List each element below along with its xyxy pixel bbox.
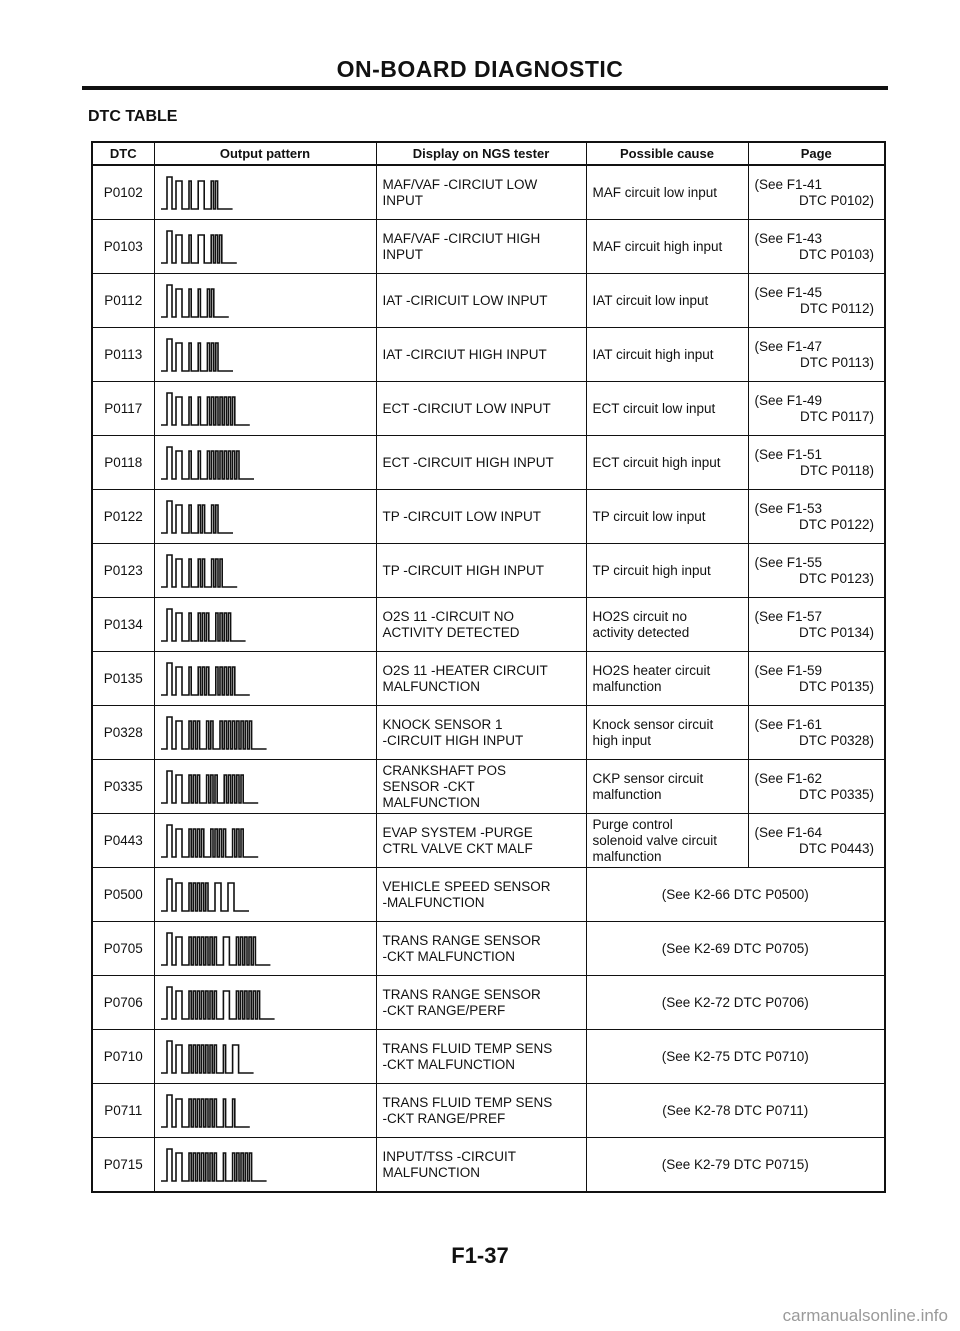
page-line: DTC P0102) [798,192,874,208]
cause-line: MAF circuit high input [592,238,723,254]
cause-line: HO2S heater circuit [592,662,711,678]
cause-line: solenoid valve circuit [592,832,718,848]
pattern-pulse-train [161,1041,254,1073]
table-row [92,814,885,868]
dtc-code: P0705 [92,922,154,976]
display-line: INPUT/TSS -CIRCUIT [382,1148,516,1164]
output-pattern-cell [154,814,376,868]
output-pattern-waveform [161,549,361,593]
page-reference [748,220,885,274]
pattern-pulse-train [161,339,233,371]
display-line: IAT -CIRCIUT HIGH INPUT [382,346,547,362]
table-row [92,382,885,436]
display-line: -CKT RANGE/PERF [382,1002,506,1018]
page-reference [748,165,885,220]
possible-cause [586,706,748,760]
display-line: MALFUNCTION [382,794,480,810]
display-line: CTRL VALVE CKT MALF [382,840,533,856]
output-pattern-waveform [161,171,361,215]
page-reference: (See K2-69 DTC P0705) [586,922,885,976]
cause-line: high input [592,732,652,748]
display-line: MAF/VAF -CIRCIUT LOW [382,176,538,192]
possible-cause [586,814,748,868]
pattern-pulse-train [161,609,246,641]
pattern-pulse-train [161,987,275,1019]
possible-cause [586,382,748,436]
page-line: DTC P0117) [799,408,874,424]
dtc-code: P0711 [92,1084,154,1138]
output-pattern-waveform [161,225,361,269]
dtc-code: P0134 [92,598,154,652]
page-reference [748,760,885,814]
page-line: DTC P0328) [798,732,874,748]
cause-line: HO2S circuit no [592,608,688,624]
display-line: KNOCK SENSOR 1 [382,716,503,732]
table-row [92,976,885,1030]
page-reference [748,436,885,490]
pattern-pulse-train [161,393,250,425]
pattern-pulse-train [161,771,258,803]
table-row [92,274,885,328]
output-pattern-waveform [161,711,361,755]
possible-cause [586,328,748,382]
page-reference [748,328,885,382]
dtc-code: P0500 [92,868,154,922]
table-row [92,436,885,490]
display-line: -MALFUNCTION [382,894,485,910]
display-text [376,165,586,220]
output-pattern-waveform [161,387,361,431]
cause-line: IAT circuit high input [592,346,714,362]
output-pattern-waveform [161,657,361,701]
display-text [376,436,586,490]
output-pattern-cell [154,1030,376,1084]
display-line: TP -CIRCUIT LOW INPUT [382,508,542,524]
page-reference [748,598,885,652]
table-row [92,544,885,598]
page-line: DTC P0134) [798,624,874,640]
display-text [376,706,586,760]
display-text [376,814,586,868]
page-reference [748,490,885,544]
display-line: INPUT [382,192,423,208]
page-title: ON-BOARD DIAGNOSTIC [336,56,624,82]
page-line: (See F1-51 [754,446,823,462]
cause-line: ECT circuit high input [592,454,721,470]
table-row [92,1030,885,1084]
display-line: VEHICLE SPEED SENSOR [382,878,551,894]
cause-line: MAF circuit low input [592,184,718,200]
header-page: Page [748,142,885,165]
page-line: DTC P0335) [798,786,874,802]
display-text [376,652,586,706]
output-pattern-cell [154,868,376,922]
possible-cause [586,760,748,814]
header-row [92,142,885,165]
cause-line: TP circuit low input [592,508,706,524]
display-line: O2S 11 -CIRCUIT NO [382,608,515,624]
possible-cause [586,436,748,490]
cause-line: activity detected [592,624,690,640]
table-row [92,706,885,760]
output-pattern-waveform [161,1035,361,1079]
display-text [376,868,586,922]
possible-cause [586,274,748,328]
cause-line: malfunction [592,848,662,864]
table-row [92,1138,885,1193]
page-line: (See F1-59 [754,662,823,678]
page-line: (See F1-64 [754,824,823,840]
cause-line: Knock sensor circuit [592,716,714,732]
pattern-pulse-train [161,1095,250,1127]
page-reference [748,652,885,706]
display-line: MAF/VAF -CIRCIUT HIGH [382,230,541,246]
page-line: (See F1-53 [754,500,823,516]
pattern-pulse-train [161,447,254,479]
possible-cause [586,165,748,220]
output-pattern-cell [154,274,376,328]
display-line: TP -CIRCUIT HIGH INPUT [382,562,545,578]
display-line: TRANS FLUID TEMP SENS [382,1094,553,1110]
section-title: DTC TABLE [88,108,178,125]
display-text [376,1030,586,1084]
display-line: INPUT [382,246,423,262]
table-row [92,922,885,976]
table-row [92,220,885,274]
page-reference [748,814,885,868]
pattern-pulse-train [161,933,270,965]
page-reference [748,544,885,598]
page-line: DTC P0443) [798,840,874,856]
output-pattern-cell [154,220,376,274]
output-pattern-cell [154,760,376,814]
display-text [376,1138,586,1193]
dtc-code: P0103 [92,220,154,274]
dtc-code: P0118 [92,436,154,490]
output-pattern-waveform [161,603,361,647]
output-pattern-cell [154,652,376,706]
output-pattern-cell [154,490,376,544]
output-pattern-waveform [161,819,361,863]
possible-cause [586,652,748,706]
display-text [376,922,586,976]
output-pattern-cell [154,706,376,760]
table-row [92,165,885,220]
display-line: TRANS RANGE SENSOR [382,986,541,1002]
page-reference: (See K2-66 DTC P0500) [586,868,885,922]
table-row [92,598,885,652]
display-text [376,1084,586,1138]
possible-cause [586,220,748,274]
dtc-code: P0715 [92,1138,154,1193]
display-line: ECT -CIRCIUT LOW INPUT [382,400,551,416]
header-display: Display on NGS tester [376,142,586,165]
dtc-code: P0328 [92,706,154,760]
pattern-pulse-train [161,879,249,911]
cause-line: malfunction [592,786,662,802]
page-reference [748,382,885,436]
output-pattern-cell [154,382,376,436]
display-text [376,544,586,598]
header-possible-cause: Possible cause [586,142,748,165]
output-pattern-cell [154,976,376,1030]
cause-line: malfunction [592,678,662,694]
page-reference: (See K2-78 DTC P0711) [586,1084,885,1138]
cause-line: ECT circuit low input [592,400,716,416]
page-line: DTC P0118) [799,462,874,478]
dtc-code: P0102 [92,165,154,220]
dtc-code: P0123 [92,544,154,598]
page-reference: (See K2-72 DTC P0706) [586,976,885,1030]
display-text [376,328,586,382]
page-line: DTC P0103) [798,246,874,262]
page-number: F1-37 [451,1243,509,1268]
display-text [376,220,586,274]
output-pattern-waveform [161,873,361,917]
table-row [92,490,885,544]
display-line: -CKT MALFUNCTION [382,948,516,964]
page-line: (See F1-49 [754,392,823,408]
pattern-pulse-train [161,555,237,587]
output-pattern-waveform [161,441,361,485]
table-row [92,328,885,382]
output-pattern-waveform [161,333,361,377]
page-line: DTC P0135) [798,678,874,694]
page-reference [748,706,885,760]
display-line: SENSOR -CKT [382,778,475,794]
output-pattern-waveform [161,927,361,971]
display-line: TRANS RANGE SENSOR [382,932,541,948]
page-line: DTC P0123) [798,570,874,586]
dtc-code: P0113 [92,328,154,382]
output-pattern-waveform [161,981,361,1025]
pattern-pulse-train [161,231,237,263]
output-pattern-cell [154,328,376,382]
page-line: (See F1-45 [754,284,823,300]
dtc-code: P0706 [92,976,154,1030]
pattern-pulse-train [161,177,233,209]
page-line: DTC P0122) [798,516,874,532]
dtc-code: P0710 [92,1030,154,1084]
page-line: (See F1-61 [754,716,823,732]
page-line: (See F1-57 [754,608,823,624]
display-line: -CKT RANGE/PREF [382,1110,506,1126]
output-pattern-waveform [161,279,361,323]
cause-line: IAT circuit low input [592,292,709,308]
output-pattern-cell [154,544,376,598]
dtc-code: P0117 [92,382,154,436]
display-text [376,760,586,814]
display-line: ACTIVITY DETECTED [382,624,520,640]
display-line: -CKT MALFUNCTION [382,1056,516,1072]
dtc-code: P0112 [92,274,154,328]
dtc-code: P0135 [92,652,154,706]
page-reference: (See K2-75 DTC P0710) [586,1030,885,1084]
output-pattern-cell [154,1084,376,1138]
output-pattern-cell [154,165,376,220]
title-rule [82,86,888,90]
display-line: -CIRCUIT HIGH INPUT [382,732,524,748]
pattern-pulse-train [161,663,250,695]
output-pattern-cell [154,598,376,652]
display-line: ECT -CIRCUIT HIGH INPUT [382,454,554,470]
output-pattern-cell [154,436,376,490]
pattern-pulse-train [161,717,267,749]
possible-cause [586,490,748,544]
pattern-pulse-train [161,825,258,857]
dtc-code: P0122 [92,490,154,544]
output-pattern-waveform [161,765,361,809]
page-line: (See F1-62 [754,770,823,786]
output-pattern-waveform [161,1089,361,1133]
page-line: DTC P0113) [799,354,874,370]
page-reference [748,274,885,328]
output-pattern-waveform [161,495,361,539]
display-line: O2S 11 -HEATER CIRCUIT [382,662,548,678]
display-text [376,598,586,652]
display-line: CRANKSHAFT POS [382,762,507,778]
output-pattern-cell [154,922,376,976]
output-pattern-waveform [161,1143,361,1187]
table-row [92,760,885,814]
watermark: carmanualsonline.info [782,1306,948,1325]
page-line: (See F1-43 [754,230,823,246]
output-pattern-cell [154,1138,376,1193]
possible-cause [586,598,748,652]
dtc-code: P0443 [92,814,154,868]
display-text [376,976,586,1030]
display-line: IAT -CIRICUIT LOW INPUT [382,292,548,308]
dtc-code: P0335 [92,760,154,814]
display-text [376,490,586,544]
page-line: DTC P0112) [799,300,874,316]
page-line: (See F1-41 [754,176,823,192]
pattern-pulse-train [161,1149,267,1181]
display-line: MALFUNCTION [382,1164,480,1180]
page-line: (See F1-55 [754,554,823,570]
pattern-pulse-train [161,501,233,533]
pattern-pulse-train [161,285,229,317]
display-line: TRANS FLUID TEMP SENS [382,1040,553,1056]
display-line: EVAP SYSTEM -PURGE [382,824,533,840]
display-line: MALFUNCTION [382,678,480,694]
table-row [92,652,885,706]
dtc-table [91,141,886,1193]
display-text [376,274,586,328]
page-reference: (See K2-79 DTC P0715) [586,1138,885,1193]
cause-line: CKP sensor circuit [592,770,704,786]
table-row [92,868,885,922]
page-line: (See F1-47 [754,338,823,354]
cause-line: TP circuit high input [592,562,711,578]
possible-cause [586,544,748,598]
display-text [376,382,586,436]
table-row [92,1084,885,1138]
header-dtc: DTC [92,142,154,165]
cause-line: Purge control [592,816,673,832]
header-output-pattern: Output pattern [154,142,376,165]
